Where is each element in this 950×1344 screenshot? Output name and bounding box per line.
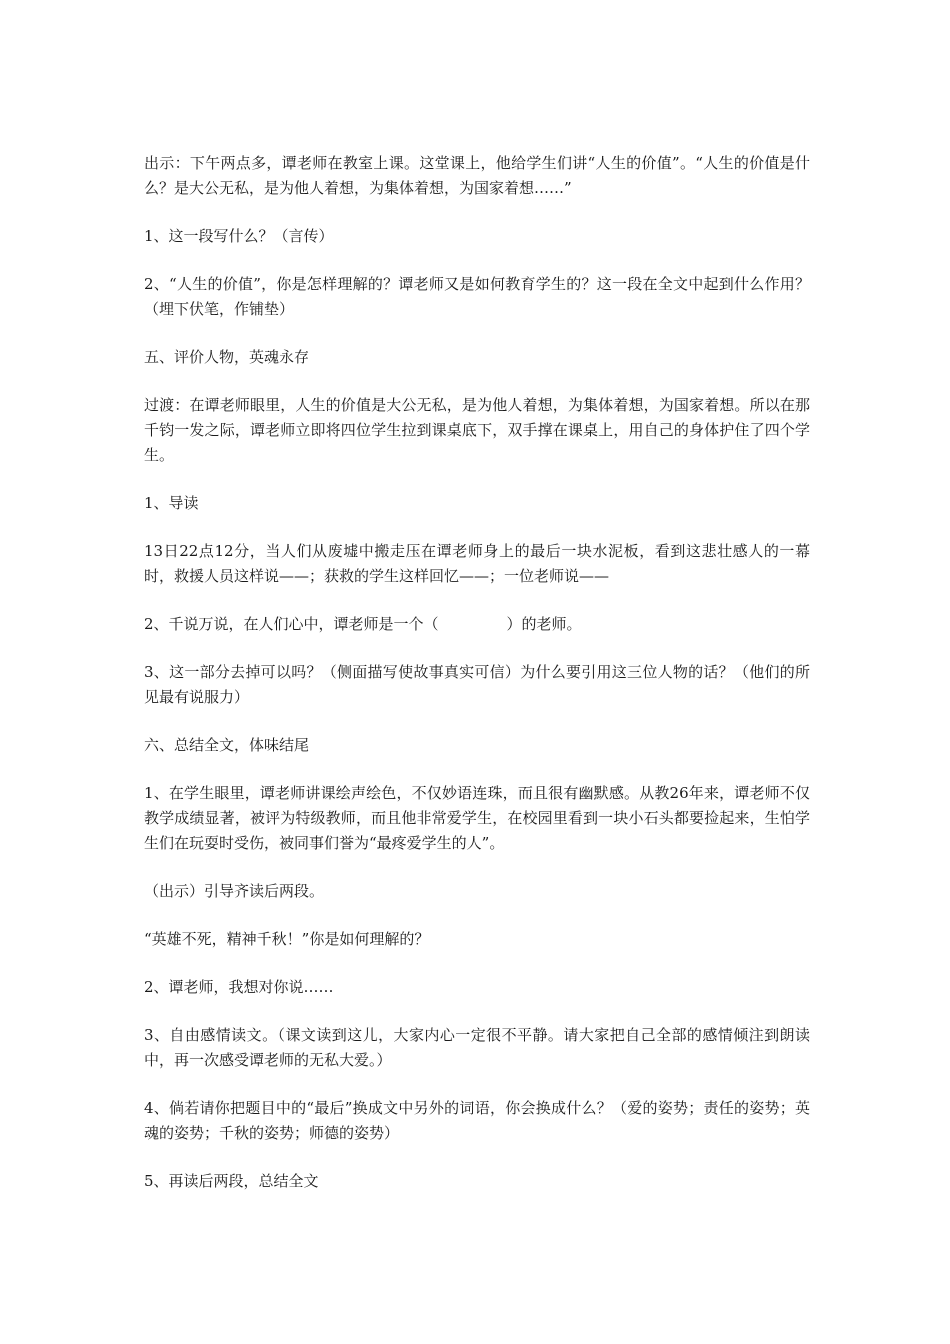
paragraph-read-aloud: （出示）引导齐读后两段。 xyxy=(144,882,325,900)
paragraph-teacher-praise: 1、在学生眼里，谭老师讲课绘声绘色，不仅妙语连珠，而且很有幽默感。从教26年来，谭老师不仅教学成绩显著，被评为特级教师，而且他非常爱学生，在校园里看到一块小石头都要捡起来，生怕学生们在玩耍时受伤，被同事们誉为“最疼爱学生的人”。 xyxy=(144,784,810,852)
question-2: 2、“人生的价值”，你是怎样理解的？谭老师又是如何教育学生的？这一段在全文中起到什么作用？（埋下伏笔，作铺垫） xyxy=(144,275,810,318)
fill-in-blank-before: 2、千说万说，在人们心中，谭老师是一个（ xyxy=(144,615,439,633)
item-summary: 5、再读后两段，总结全文 xyxy=(144,1172,319,1190)
item-replace-word: 4、倘若请你把题目中的“最后”换成文中另外的词语，你会换成什么？（爱的姿势；责任的姿势；英魂的姿势；千秋的姿势；师德的姿势） xyxy=(144,1099,810,1142)
question-1: 1、这一段写什么？（言传） xyxy=(144,227,334,245)
item-say-to-teacher: 2、谭老师，我想对你说…… xyxy=(144,978,334,996)
paragraph-transition: 过渡：在谭老师眼里，人生的价值是大公无私，是为他人着想，为集体着想，为国家着想。所以在那千钧一发之际，谭老师立即将四位学生拉到课桌底下，双手撑在课桌上，用自己的身体护住了四个学生。 xyxy=(144,396,810,464)
question-3: 3、这一部分去掉可以吗？（侧面描写使故事真实可信）为什么要引用这三位人物的话？（他们的所见最有说服力） xyxy=(144,663,810,706)
section-heading-6: 六、总结全文，体味结尾 xyxy=(144,736,310,754)
paragraph-rescue: 13日22点12分，当人们从废墟中搬走压在谭老师身上的最后一块水泥板，看到这悲壮感人的一幕时，救援人员这样说——；获救的学生这样回忆——；一位老师说—— xyxy=(144,542,810,585)
item-emotional-reading: 3、自由感情读文。（课文读到这儿，大家内心一定很不平静。请大家把自己全部的感情倾注到朗读中，再一次感受谭老师的无私大爱。） xyxy=(144,1026,810,1069)
item-guide-reading: 1、导读 xyxy=(144,494,199,512)
fill-in-blank-after: ）的老师。 xyxy=(506,615,582,633)
section-heading-5: 五、评价人物，英魂永存 xyxy=(144,348,310,366)
document-page xyxy=(144,151,810,1217)
fill-in-blank-question xyxy=(144,612,810,637)
paragraph-intro-lesson: 出示：下午两点多，谭老师在教室上课。这堂课上，他给学生们讲“人生的价值”。“人生的价值是什么？是大公无私，是为他人着想，为集体着想，为国家着想……” xyxy=(144,154,810,197)
paragraph-hero-quote: “英雄不死，精神千秋！”你是如何理解的？ xyxy=(144,930,430,948)
